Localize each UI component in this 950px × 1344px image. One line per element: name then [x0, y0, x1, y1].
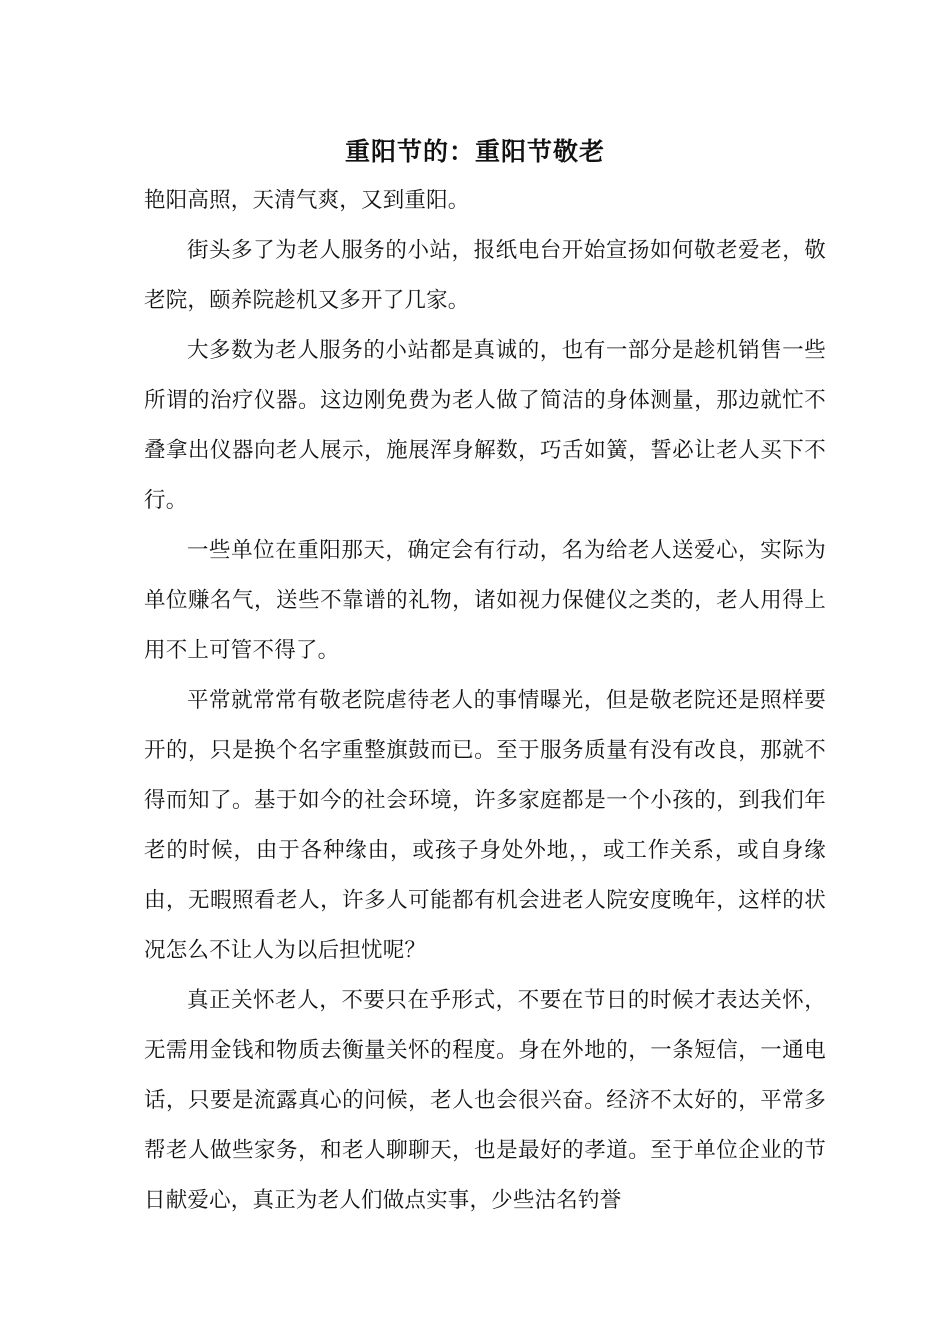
paragraph: 平常就常常有敬老院虐待老人的事情曝光，但是敬老院还是照样要开的，只是换个名字重整旗鼓而已。至于服务质量有没有改良，那就不得而知了。基于如今的社会环境，许多家庭都是一个小孩的，到我们年老的时候，由于各种缘由，或孩子身处外地，，或工作关系，或自身缘由，无暇照看老人，许多人可能都有机会进老人院安度晚年，这样的状况怎么不让人为以后担忧呢？	[144, 688, 826, 963]
paragraph: 一些单位在重阳那天，确定会有行动，名为给老人送爱心，实际为单位赚名气，送些不靠谱的礼物，诸如视力保健仪之类的，老人用得上用不上可管不得了。	[144, 538, 826, 663]
paragraph: 大多数为老人服务的小站都是真诚的，也有一部分是趁机销售一些所谓的治疗仪器。这边刚免费为老人做了简洁的身体测量，那边就忙不叠拿出仪器向老人展示，施展浑身解数，巧舌如簧，誓必让老人买下不行。	[144, 338, 826, 513]
document-title: 重阳节的：重阳节敬老	[344, 137, 605, 166]
paragraph: 艳阳高照，天清气爽，又到重阳。	[144, 188, 470, 213]
paragraph: 街头多了为老人服务的小站，报纸电台开始宣扬如何敬老爱老，敬老院，颐养院趁机又多开了几家。	[144, 238, 826, 313]
paragraph: 真正关怀老人，不要只在乎形式，不要在节日的时候才表达关怀，无需用金钱和物质去衡量关怀的程度。身在外地的，一条短信，一通电话，只要是流露真心的问候，老人也会很兴奋。经济不太好的，平常多帮老人做些家务，和老人聊聊天，也是最好的孝道。至于单位企业的节日献爱心，真正为老人们做点实事，少些沽名钓誉	[144, 988, 826, 1213]
document-body	[144, 176, 826, 1226]
